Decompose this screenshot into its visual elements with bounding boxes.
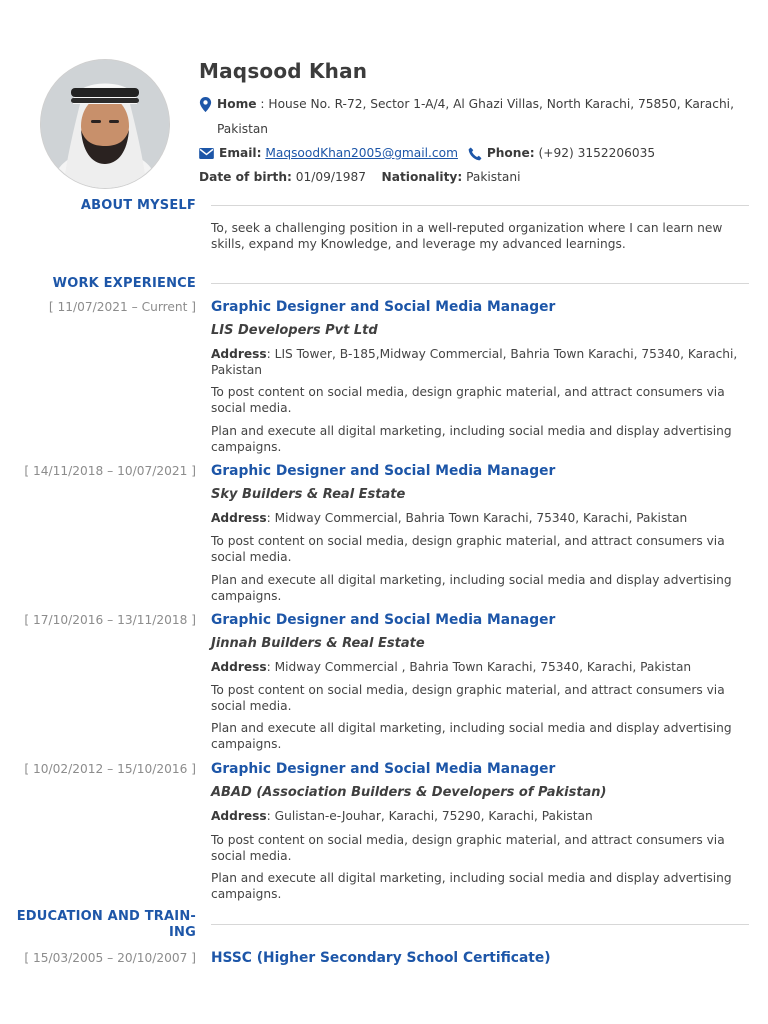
job-address — [211, 511, 751, 527]
section-title-about: ABOUT MYSELF — [80, 198, 196, 213]
address-label: Address — [211, 660, 267, 674]
job-description: To post content on social media, design graphic material, and attract consumers via social media. — [211, 833, 725, 863]
job-date: [ 11/07/2021 – Current ] — [48, 300, 196, 314]
address-value: : LIS Tower, B-185,Midway Commercial, Bahria Town Karachi, 75340, Karachi, Pakistan — [211, 347, 738, 377]
section-divider — [211, 924, 749, 925]
home-address-row — [199, 97, 734, 112]
job-address — [211, 660, 751, 676]
address-label: Address — [211, 511, 267, 525]
about-text: To, seek a challenging position in a well-reputed organization where I can learn new skills, expand my Knowledge, and leverage my advanced learnings. — [211, 221, 723, 251]
phone-icon — [468, 147, 482, 161]
home-label: Home — [217, 97, 257, 111]
job-title: Graphic Designer and Social Media Manager — [211, 761, 556, 777]
job-description: Plan and execute all digital marketing, including social media and display advertising campaigns. — [211, 424, 732, 454]
section-title-line: ING — [169, 925, 196, 940]
job-company: Sky Builders & Real Estate — [211, 487, 406, 502]
job-description: To post content on social media, design graphic material, and attract consumers via social media. — [211, 385, 725, 415]
job-company: Jinnah Builders & Real Estate — [211, 636, 425, 651]
section-divider — [211, 283, 749, 284]
job-date: [ 17/10/2016 – 13/11/2018 ] — [24, 613, 196, 627]
job-title: Graphic Designer and Social Media Manager — [211, 299, 556, 315]
job-description: To post content on social media, design graphic material, and attract consumers via social media. — [211, 534, 725, 564]
job-title: Graphic Designer and Social Media Manager — [211, 612, 556, 628]
nationality-value: Pakistani — [466, 170, 521, 184]
education-degree: HSSC (Higher Secondary School Certificate) — [211, 950, 551, 966]
section-divider — [211, 205, 749, 206]
job-address — [211, 347, 751, 378]
job-company: ABAD (Association Builders & Developers of Pakistan) — [211, 785, 607, 800]
job-title: Graphic Designer and Social Media Manager — [211, 463, 556, 479]
job-description: Plan and execute all digital marketing, including social media and display advertising campaigns. — [211, 871, 732, 901]
section-title-education — [17, 909, 196, 941]
job-description: To post content on social media, design graphic material, and attract consumers via social media. — [211, 683, 725, 713]
profile-photo — [41, 60, 169, 188]
avatar-illustration — [41, 60, 169, 188]
personal-info-row — [199, 170, 521, 184]
job-description: Plan and execute all digital marketing, including social media and display advertising campaigns. — [211, 721, 732, 751]
nationality-label: Nationality: — [381, 170, 463, 184]
job-date: [ 14/11/2018 – 10/07/2021 ] — [24, 464, 196, 478]
address-value: : Midway Commercial , Bahria Town Karachi, 75340, Karachi, Pakistan — [266, 660, 692, 674]
address-value: : Gulistan-e-Jouhar, Karachi, 75290, Karachi, Pakistan — [266, 809, 593, 823]
section-title-work: WORK EXPERIENCE — [52, 276, 196, 291]
home-address-continued: Pakistan — [217, 122, 269, 136]
job-address — [211, 809, 751, 825]
education-date: [ 15/03/2005 – 20/10/2007 ] — [24, 951, 196, 965]
job-date: [ 10/02/2012 – 15/10/2016 ] — [24, 762, 196, 776]
phone-number: (+92) 3152206035 — [538, 146, 656, 160]
phone-label: Phone: — [486, 146, 535, 160]
dob-label: Date of birth: — [199, 170, 292, 184]
job-description: Plan and execute all digital marketing, including social media and display advertising campaigns. — [211, 573, 732, 603]
address-value: : Midway Commercial, Bahria Town Karachi, 75340, Karachi, Pakistan — [266, 511, 688, 525]
home-address: : House No. R-72, Sector 1-A/4, Al Ghazi Villas, North Karachi, 75850, Karachi, — [256, 97, 734, 111]
envelope-icon — [199, 148, 214, 159]
section-title-line: EDUCATION AND TRAIN- — [16, 909, 196, 924]
contact-row — [199, 146, 655, 161]
candidate-name: Maqsood Khan — [199, 59, 368, 83]
email-label: Email: — [219, 146, 262, 160]
job-company: LIS Developers Pvt Ltd — [211, 323, 378, 338]
address-label: Address — [211, 347, 267, 361]
dob-value: 01/09/1987 — [295, 170, 367, 184]
address-label: Address — [211, 809, 267, 823]
email-link[interactable]: MaqsoodKhan2005@gmail.com — [265, 146, 458, 160]
location-pin-icon — [199, 97, 212, 112]
